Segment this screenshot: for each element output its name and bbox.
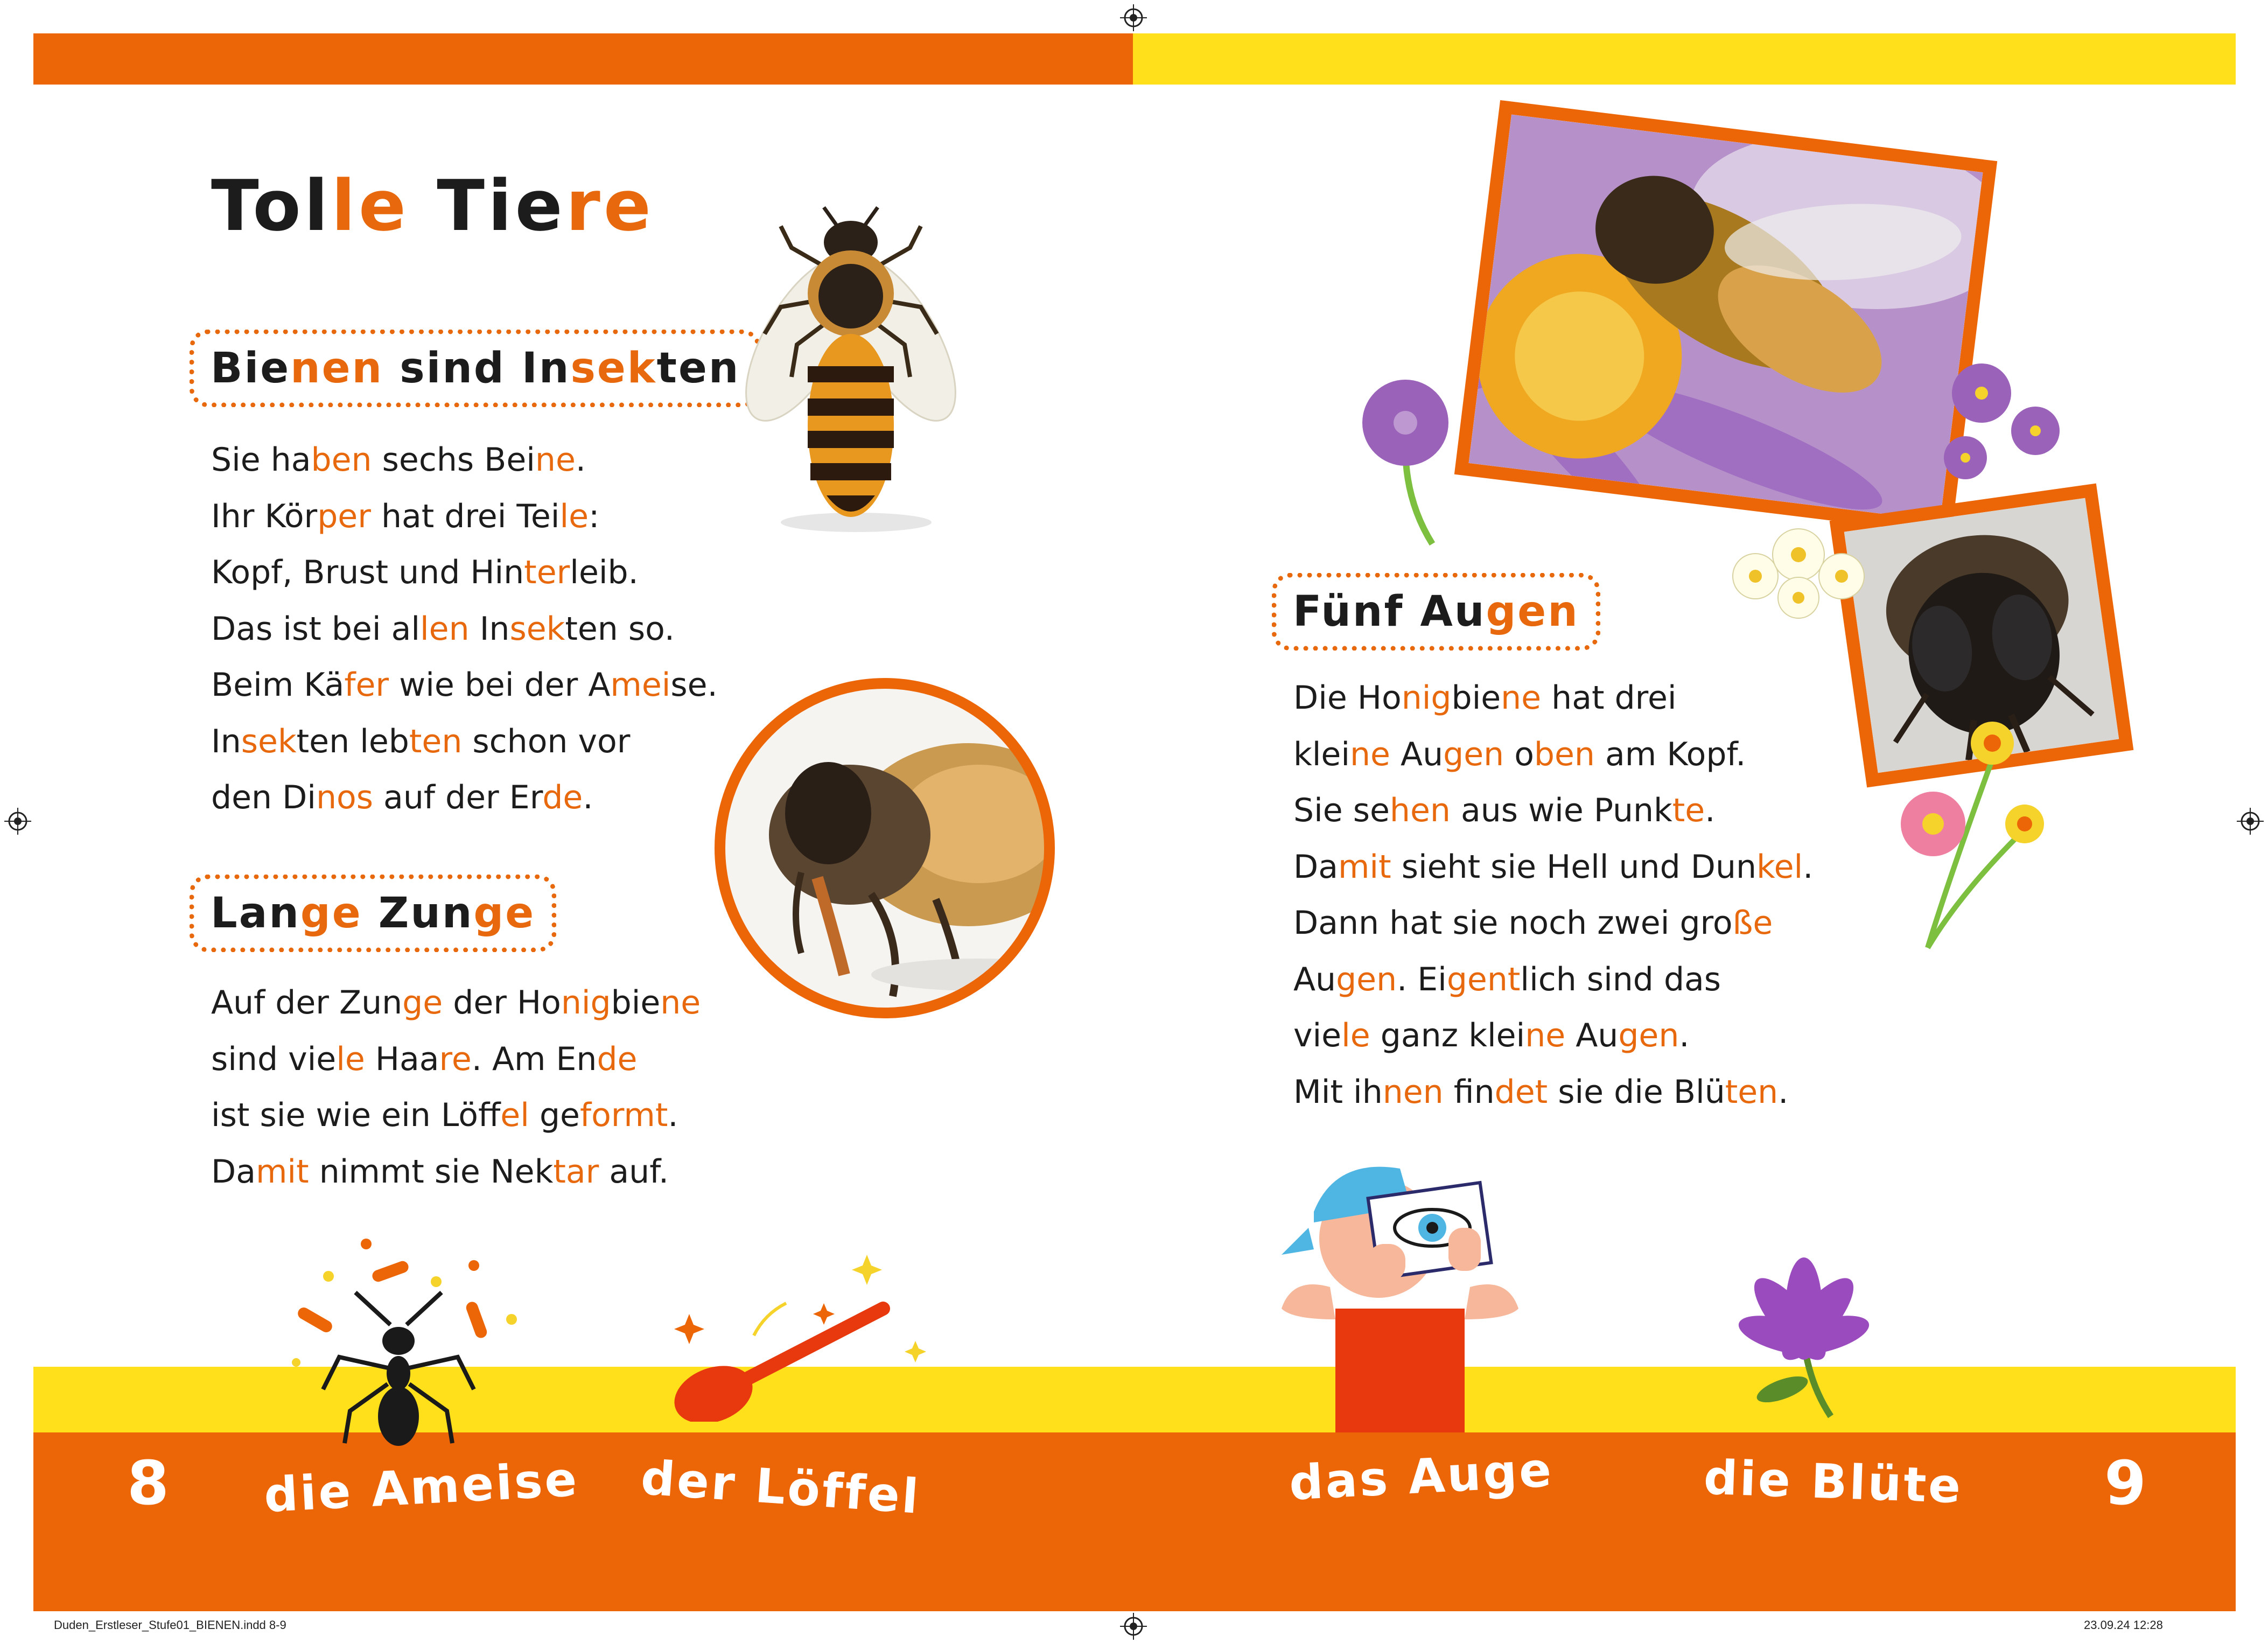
text-line: [211, 601, 718, 658]
text-segment: .: [1679, 1017, 1690, 1054]
ant-icon: [280, 1233, 517, 1449]
text-segment: der Ho: [443, 984, 561, 1022]
text-segment: de: [597, 1040, 638, 1078]
heading-lange-zunge: [190, 875, 556, 952]
white-flowers-icon: [1723, 517, 1874, 625]
spoon-icon: [668, 1239, 969, 1422]
bee-on-flower-photo: [1454, 100, 1997, 535]
text-segment: fer: [344, 666, 389, 704]
text-segment: ist sie wie ein Löf: [211, 1096, 501, 1134]
text-segment: fin: [1443, 1073, 1495, 1111]
text-segment: e: [358, 165, 437, 247]
text-segment: Sie se: [1293, 792, 1390, 829]
text-segment: ge: [529, 1096, 580, 1134]
text-segment: Tie: [437, 165, 566, 247]
text-segment: Tol: [211, 165, 332, 247]
text-segment: .: [583, 779, 593, 816]
text-line: [1293, 952, 1813, 1008]
text-segment: gent: [1446, 960, 1521, 998]
paragraph-augen: [1293, 670, 1813, 1120]
text-segment: bie: [611, 984, 661, 1022]
bee-top-view-image: [722, 205, 980, 539]
text-line: [211, 1031, 701, 1088]
heading-bienen-sind-insekten: [190, 330, 761, 407]
text-segment: gen: [1486, 588, 1579, 636]
text-segment: leib.: [570, 554, 639, 591]
text-segment: .: [1705, 792, 1716, 829]
heading-fuenf-augen: [1272, 573, 1600, 651]
text-segment: sieht sie Hell und Dun: [1391, 848, 1756, 886]
text-segment: per: [317, 497, 371, 535]
text-segment: mit: [1338, 848, 1391, 886]
text-line: [211, 1087, 701, 1144]
text-segment: den Di: [211, 779, 316, 816]
purple-flowers-right-icon: [1928, 355, 2068, 495]
footer-word-auge: das Auge: [1287, 1442, 1555, 1511]
text-segment: l: [331, 165, 359, 247]
text-segment: Dann hat sie noch zwei gro: [1293, 904, 1733, 942]
text-segment: schon vor: [462, 722, 631, 760]
top-bar-yellow: [1133, 33, 2236, 85]
text-segment: Mit ih: [1293, 1073, 1383, 1111]
text-segment: Das ist bei al: [211, 610, 421, 648]
text-segment: nig: [561, 984, 611, 1022]
text-line: [1293, 1064, 1813, 1121]
registration-mark-bottom-icon: [1120, 1613, 1147, 1640]
text-line: [211, 770, 718, 826]
text-segment: se.: [670, 666, 718, 704]
text-line: [211, 657, 718, 714]
text-segment: le: [1341, 1017, 1370, 1054]
text-segment: sind In: [383, 344, 571, 393]
text-segment: o: [1504, 735, 1534, 773]
text-segment: sind vie: [211, 1040, 337, 1078]
footer-word-ameise: die Ameise: [262, 1451, 580, 1523]
text-segment: .: [668, 1096, 678, 1134]
text-segment: sek: [241, 722, 297, 760]
text-segment: hat drei: [1541, 679, 1677, 717]
text-segment: ten so.: [565, 610, 675, 648]
text-segment: ben: [311, 441, 372, 479]
text-segment: re: [565, 165, 654, 247]
text-line: [1293, 782, 1813, 839]
text-segment: auf.: [599, 1152, 669, 1191]
text-segment: In: [211, 722, 241, 760]
text-line: [1293, 1008, 1813, 1064]
text-segment: hat drei Tei: [370, 497, 560, 535]
text-segment: Lan: [211, 889, 300, 938]
text-segment: Auf der Zun: [211, 984, 403, 1022]
text-line: [211, 714, 718, 770]
text-segment: ge: [473, 889, 536, 938]
text-segment: nimmt sie Nek: [309, 1152, 554, 1191]
text-segment: Fünf Au: [1293, 588, 1486, 636]
text-segment: vie: [1293, 1017, 1342, 1054]
registration-mark-right-icon: [2237, 808, 2264, 835]
text-segment: Au: [1565, 1017, 1619, 1054]
text-segment: sek: [570, 344, 657, 393]
text-segment: . Ei: [1397, 960, 1447, 998]
boy-eye-card-icon: [1271, 1147, 1529, 1432]
text-segment: ten: [409, 722, 463, 760]
bee-on-flower-photo-art: [1469, 115, 1983, 521]
text-segment: wie bei der A: [389, 666, 611, 704]
text-segment: de: [542, 779, 583, 816]
text-segment: Sie ha: [211, 441, 311, 479]
text-segment: Haa: [365, 1040, 439, 1078]
text-segment: auf der Er: [373, 779, 543, 816]
page-number-right: 9: [2104, 1449, 2146, 1519]
text-segment: mei: [610, 666, 671, 704]
text-segment: fel: [500, 1096, 529, 1134]
text-segment: Au: [1293, 960, 1336, 998]
page-title: [211, 165, 654, 247]
text-segment: nos: [316, 779, 373, 816]
text-segment: le: [559, 497, 589, 535]
text-segment: lich sind das: [1520, 960, 1721, 998]
text-segment: Zun: [362, 889, 474, 938]
text-line: [211, 975, 701, 1031]
text-segment: Beim Kä: [211, 666, 345, 704]
text-segment: nig: [1401, 679, 1452, 717]
print-slug-date: 23.09.24 12:28: [2084, 1618, 2163, 1632]
text-segment: gen: [1336, 960, 1397, 998]
text-segment: te: [1672, 792, 1705, 829]
bee-tongue-closeup-image: [710, 673, 1060, 1023]
text-segment: Ihr Kör: [211, 497, 318, 535]
text-segment: sie die Blü: [1548, 1073, 1725, 1111]
text-line: [211, 544, 718, 601]
purple-flower-left-icon: [1346, 372, 1465, 549]
text-segment: ne: [1525, 1017, 1566, 1054]
text-line: [1293, 839, 1813, 896]
text-segment: klei: [1293, 735, 1350, 773]
text-segment: .: [1803, 848, 1814, 886]
text-segment: gen: [1443, 735, 1504, 773]
text-segment: ten: [656, 344, 740, 393]
text-segment: nen: [290, 344, 384, 393]
page-number-left: 8: [127, 1449, 169, 1519]
text-segment: sechs Bei: [372, 441, 535, 479]
text-segment: formt: [579, 1096, 668, 1134]
text-segment: ne: [1501, 679, 1542, 717]
registration-mark-left-icon: [4, 808, 31, 835]
text-segment: bie: [1451, 679, 1501, 717]
text-segment: re: [439, 1040, 472, 1078]
text-segment: ganz klei: [1370, 1017, 1525, 1054]
text-segment: sek: [509, 610, 565, 648]
text-segment: kel: [1756, 848, 1803, 886]
text-segment: ten leb: [296, 722, 409, 760]
text-segment: ge: [402, 984, 443, 1022]
text-segment: aus wie Punk: [1450, 792, 1672, 829]
text-segment: am Kopf.: [1594, 735, 1746, 773]
text-segment: mit: [255, 1152, 309, 1191]
footer-word-bluete: die Blüte: [1703, 1449, 1964, 1514]
pink-yellow-flowers-icon: [1885, 716, 2046, 953]
text-line: [211, 488, 718, 545]
text-segment: ße: [1732, 904, 1773, 942]
text-segment: ter: [524, 554, 570, 591]
text-segment: gen: [1618, 1017, 1679, 1054]
paragraph-bienen: [211, 432, 718, 826]
text-line: [1293, 726, 1813, 783]
text-segment: ne: [660, 984, 701, 1022]
text-segment: nen: [1382, 1073, 1444, 1111]
text-segment: :: [589, 497, 600, 535]
text-segment: ten: [1725, 1073, 1779, 1111]
text-segment: Au: [1390, 735, 1444, 773]
blossom-icon: [1723, 1249, 1885, 1422]
footer-word-loeffel: der Löffel: [639, 1450, 922, 1525]
text-segment: det: [1494, 1073, 1548, 1111]
top-bar-orange: [33, 33, 1133, 85]
text-line: [211, 1144, 701, 1200]
text-segment: len: [420, 610, 470, 648]
text-segment: ge: [300, 889, 362, 938]
text-segment: hen: [1389, 792, 1451, 829]
text-line: [1293, 670, 1813, 726]
print-slug-file: Duden_Erstleser_Stufe01_BIENEN.indd 8-9: [54, 1618, 286, 1632]
text-segment: le: [336, 1040, 365, 1078]
text-segment: . Am En: [471, 1040, 597, 1078]
registration-mark-top-icon: [1120, 4, 1147, 31]
text-segment: ne: [1350, 735, 1390, 773]
text-segment: tar: [553, 1152, 599, 1191]
text-segment: Bie: [211, 344, 291, 393]
text-segment: ne: [535, 441, 576, 479]
text-segment: Die Ho: [1293, 679, 1402, 717]
text-segment: ben: [1534, 735, 1595, 773]
text-line: [211, 432, 718, 488]
text-line: [1293, 895, 1813, 952]
text-segment: .: [1778, 1073, 1789, 1111]
text-segment: Kopf, Brust und Hin: [211, 554, 524, 591]
text-segment: .: [575, 441, 586, 479]
text-segment: Da: [1293, 848, 1338, 886]
paragraph-zunge: [211, 975, 701, 1200]
text-segment: In: [469, 610, 510, 648]
text-segment: Da: [211, 1152, 256, 1191]
